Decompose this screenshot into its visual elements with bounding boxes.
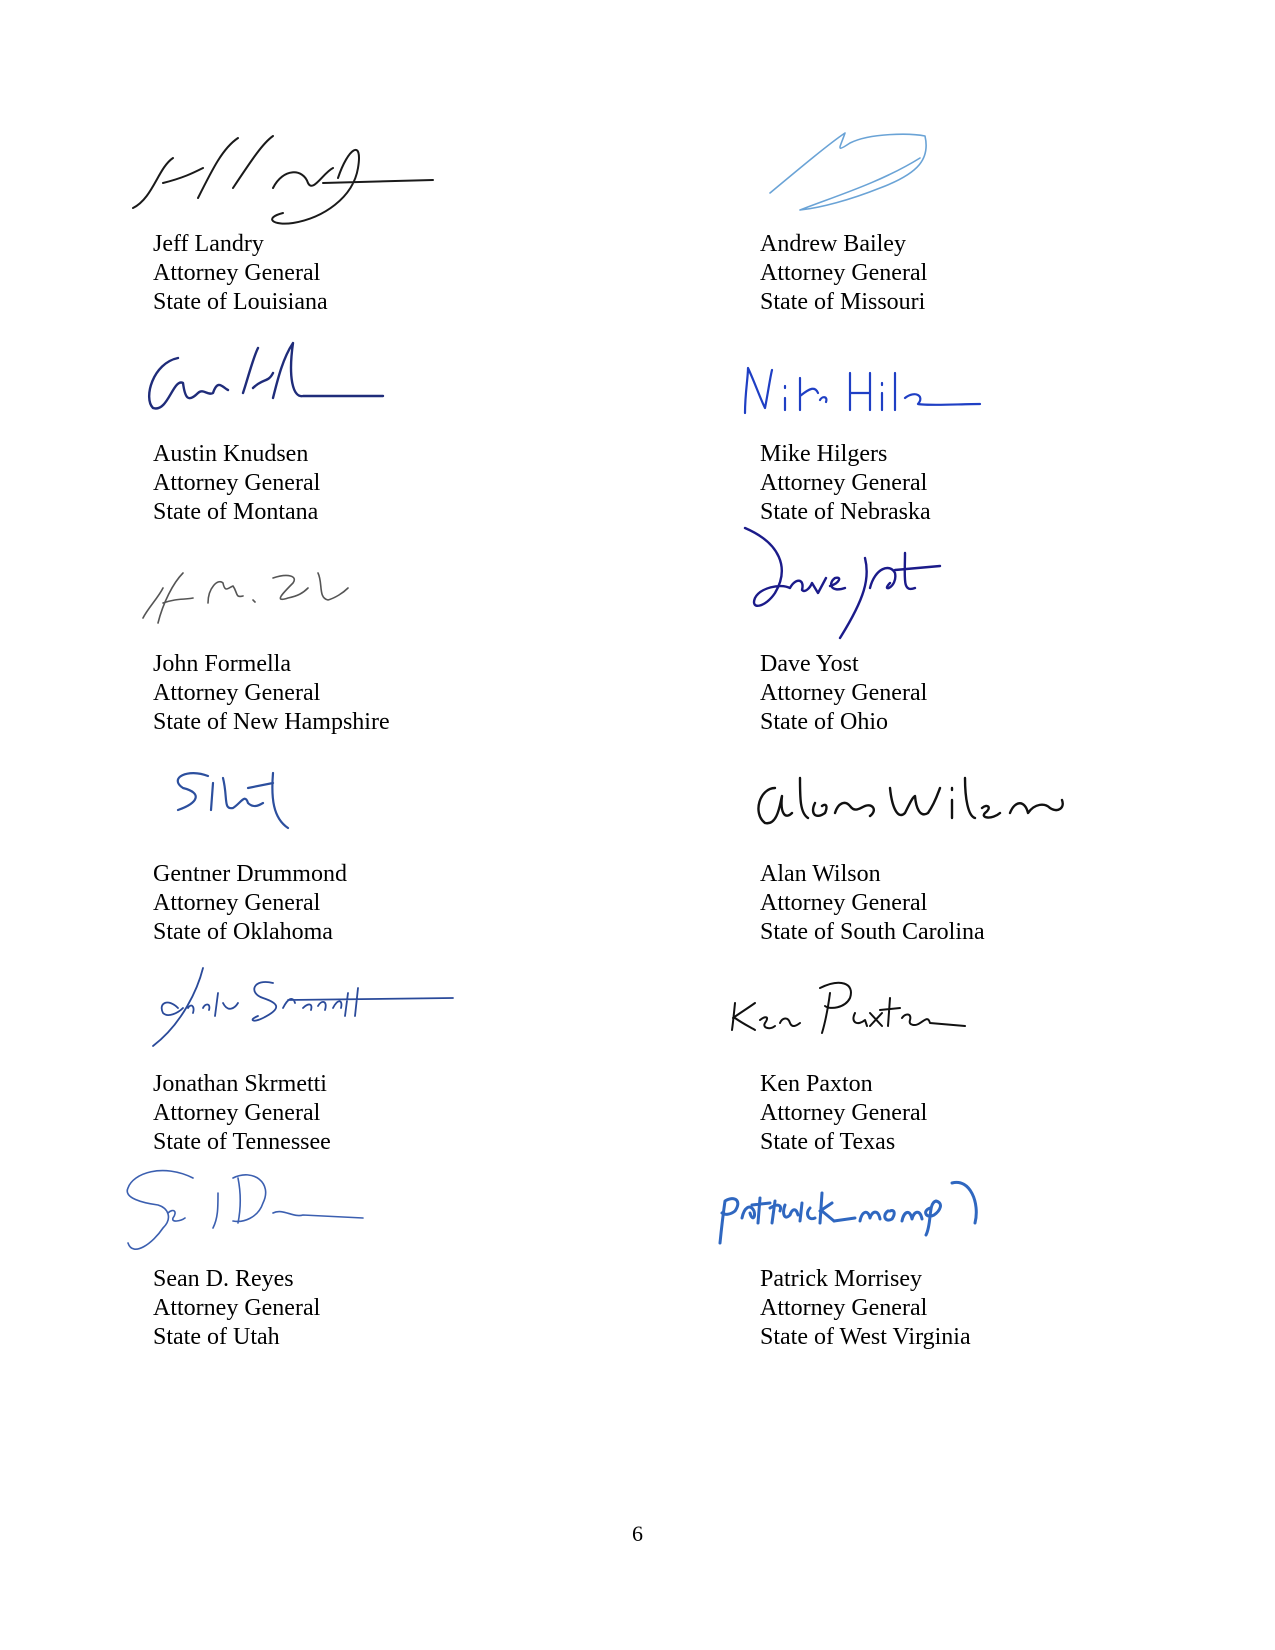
signature-block-morrisey	[760, 1163, 1260, 1373]
signer-name: Jonathan Skrmetti	[153, 1071, 327, 1097]
signer-state: State of Montana	[153, 499, 319, 525]
signer-title: Attorney General	[153, 260, 321, 286]
signer-name: Mike Hilgers	[760, 441, 888, 467]
signer-state: State of West Virginia	[760, 1324, 971, 1350]
page-number: 6	[632, 1521, 643, 1546]
signer-state: State of Tennessee	[153, 1129, 331, 1155]
signature-block-hilgers	[760, 338, 1260, 548]
signer-state: State of South Carolina	[760, 919, 985, 945]
signer-title: Attorney General	[153, 1100, 321, 1126]
signer-name: Gentner Drummond	[153, 861, 347, 887]
signature-block-bailey	[760, 128, 1260, 338]
signer-title: Attorney General	[153, 470, 321, 496]
signer-state: State of Nebraska	[760, 499, 931, 525]
signer-name: Patrick Morrisey	[760, 1266, 922, 1292]
signer-state: State of Louisiana	[153, 289, 328, 315]
signature-block-formella	[153, 548, 653, 758]
signer-title: Attorney General	[760, 680, 928, 706]
signer-name: Andrew Bailey	[760, 231, 906, 257]
signer-name: Ken Paxton	[760, 1071, 873, 1097]
signer-name: Sean D. Reyes	[153, 1266, 294, 1292]
signer-title: Attorney General	[760, 890, 928, 916]
signature-block-landry	[153, 128, 653, 338]
signature-block-drummond	[153, 758, 653, 968]
signer-title: Attorney General	[153, 680, 321, 706]
signer-title: Attorney General	[760, 260, 928, 286]
signer-name: John Formella	[153, 651, 291, 677]
signer-title: Attorney General	[153, 890, 321, 916]
signer-title: Attorney General	[153, 1295, 321, 1321]
signer-name: Dave Yost	[760, 651, 859, 677]
signer-state: State of New Hampshire	[153, 709, 390, 735]
signer-name: Austin Knudsen	[153, 441, 309, 467]
signer-state: State of Oklahoma	[153, 919, 333, 945]
signer-name: Jeff Landry	[153, 231, 264, 257]
signature-block-yost	[760, 548, 1260, 758]
signature-block-skrmetti	[153, 968, 653, 1178]
signer-title: Attorney General	[760, 470, 928, 496]
signature-block-wilson	[760, 758, 1260, 968]
signature-block-knudsen	[153, 338, 653, 548]
signer-state: State of Ohio	[760, 709, 888, 735]
signer-state: State of Utah	[153, 1324, 280, 1350]
signature-block-paxton	[760, 968, 1260, 1178]
signer-title: Attorney General	[760, 1295, 928, 1321]
signature-block-reyes	[153, 1163, 653, 1373]
signer-title: Attorney General	[760, 1100, 928, 1126]
signer-state: State of Missouri	[760, 289, 926, 315]
signer-name: Alan Wilson	[760, 861, 881, 887]
signer-state: State of Texas	[760, 1129, 896, 1155]
